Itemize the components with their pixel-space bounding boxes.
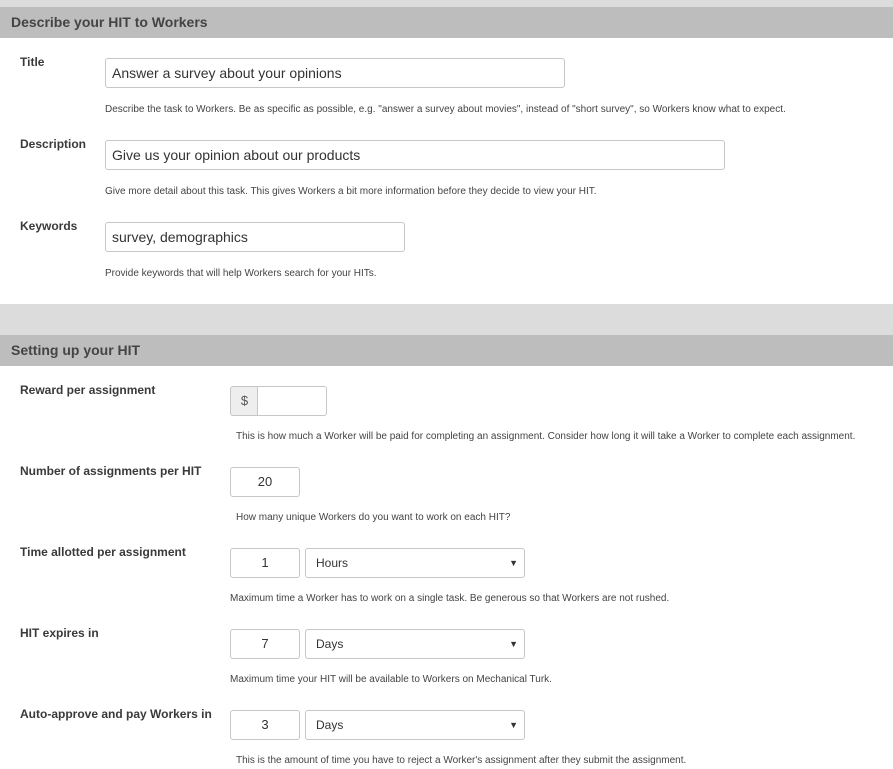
auto-approve-help-text: This is the amount of time you have to reject a Worker's assignment after they submit the assignment. [236,755,687,766]
description-label: Description [20,137,87,151]
expires-unit-select[interactable] [305,629,525,659]
reward-input[interactable] [257,386,327,416]
auto-approve-label: Auto-approve and pay Workers in [20,707,212,721]
time-allotted-label: Time allotted per assignment [20,545,186,559]
describe-section-panel [0,38,893,304]
chevron-down-icon: ▼ [509,639,518,649]
description-input[interactable]: Give us your opinion about our products [105,140,725,170]
describe-section-header: Describe your HIT to Workers [0,7,893,38]
time-allotted-input[interactable]: 1 [230,548,300,578]
expires-unit-value: Days [316,637,344,651]
time-allotted-unit-select[interactable] [305,548,525,578]
title-help-text: Describe the task to Workers. Be as specific as possible, e.g. "answer a survey about movies", instead of "short survey", so Workers know what to expect. [105,104,786,115]
keywords-help-text: Provide keywords that will help Workers search for your HITs. [105,268,377,279]
assignments-help-text: How many unique Workers do you want to work on each HIT? [236,512,511,523]
setup-section-panel [0,366,893,769]
currency-addon: $ [230,386,258,416]
expires-input[interactable]: 7 [230,629,300,659]
chevron-down-icon: ▼ [509,720,518,730]
time-allotted-unit-value: Hours [316,556,349,570]
assignments-input[interactable]: 20 [230,467,300,497]
time-allotted-help-text: Maximum time a Worker has to work on a single task. Be generous so that Workers are not rushed. [230,593,670,604]
description-help-text: Give more detail about this task. This gives Workers a bit more information before they decide to view your HIT. [105,186,597,197]
auto-approve-unit-value: Days [316,718,344,732]
setup-section-header: Setting up your HIT [0,335,893,366]
auto-approve-unit-select[interactable] [305,710,525,740]
title-input[interactable]: Answer a survey about your opinions [105,58,565,88]
expires-label: HIT expires in [20,626,99,640]
chevron-down-icon: ▼ [509,558,518,568]
reward-help-text: This is how much a Worker will be paid for completing an assignment. Consider how long it will take a Worker to complete each assignment. [236,431,856,442]
reward-label: Reward per assignment [20,383,156,397]
expires-help-text: Maximum time your HIT will be available to Workers on Mechanical Turk. [230,674,552,685]
keywords-label: Keywords [20,219,78,233]
assignments-label: Number of assignments per HIT [20,464,202,478]
auto-approve-input[interactable]: 3 [230,710,300,740]
keywords-input[interactable]: survey, demographics [105,222,405,252]
title-label: Title [20,55,45,69]
